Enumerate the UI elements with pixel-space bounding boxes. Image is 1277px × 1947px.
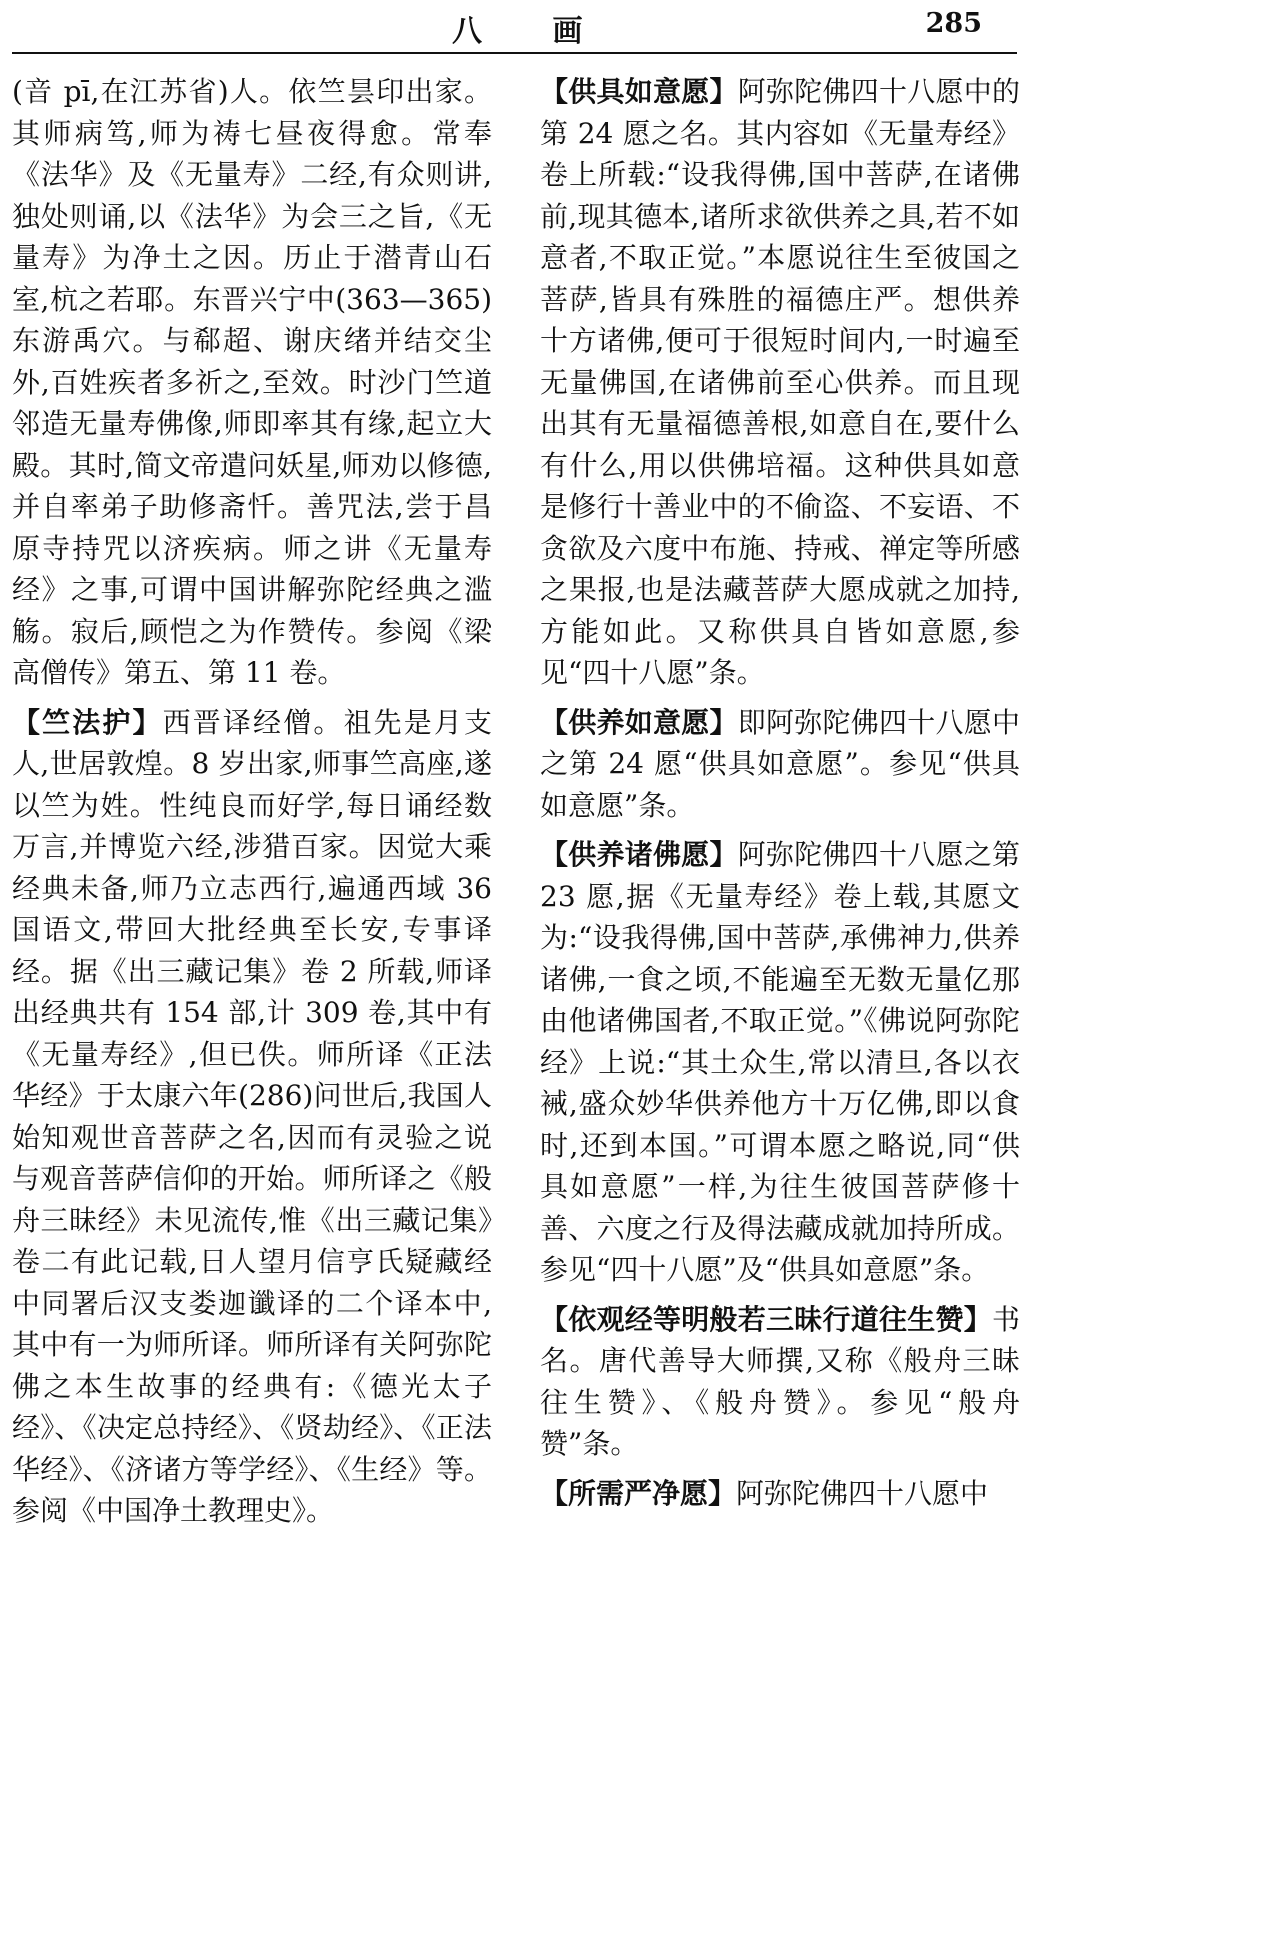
entry-headword: 供养诸佛愿	[568, 838, 710, 871]
header-rule	[12, 52, 1017, 54]
bracket-open: 【	[12, 705, 43, 739]
section-title: 八 画	[452, 14, 613, 49]
bracket-close: 】	[963, 1302, 992, 1336]
dictionary-entry	[540, 702, 1020, 827]
entry-text: 阿弥陀佛四十八愿中	[736, 1476, 989, 1510]
entry-text: 书名。唐代善导大师撰,又称《般舟三昧往生赞》、《般舟赞》。参见“般舟赞”条。	[540, 1302, 1020, 1460]
bracket-open: 【	[540, 1476, 569, 1510]
page-number: 285	[925, 8, 982, 39]
bracket-open: 【	[540, 838, 569, 871]
bracket-close: 】	[709, 75, 738, 108]
bracket-close: 】	[132, 705, 163, 739]
dictionary-entry	[540, 834, 1020, 1291]
entry-headword: 依观经等明般若三昧行道往生赞	[568, 1302, 964, 1336]
dictionary-entry	[12, 702, 492, 1532]
right-column	[540, 71, 1020, 1522]
bracket-open: 【	[540, 705, 569, 739]
entry-text: 阿弥陀佛四十八愿之第 23 愿,据《无量寿经》卷上载,其愿文为:“设我得佛,国中菩萨,承佛神力,供养诸佛,一食之顷,不能遍至无数无量亿那由他诸佛国者,不取正觉。”《佛说阿弥陀经》上说:“其土众生,常以清旦,各以衣裓,盛众妙华供养他方十万亿佛,即以食时,还到本国。”可谓本愿之略说,同“供具如意愿”一样,为往生彼国菩萨修十善、六度之行及得法藏成就加持所成。参见“四十八愿”及“供具如意愿”条。	[540, 838, 1020, 1286]
bracket-open: 【	[540, 1302, 569, 1336]
entry-headword: 竺法护	[42, 705, 133, 739]
entry-text: 即阿弥陀佛四十八愿中之第 24 愿“供具如意愿”。参见“供具如意愿”条。	[540, 705, 1020, 822]
entry-headword: 供具如意愿	[568, 75, 710, 108]
bracket-open: 【	[540, 75, 569, 108]
bracket-close: 】	[709, 705, 738, 739]
dictionary-entry	[540, 71, 1020, 694]
continuation-paragraph: (音 pī,在江苏省)人。依竺昙印出家。其师病笃,师为祷七昼夜得愈。常奉《法华》及《无量寿》二经,有众则讲,独处则诵,以《法华》为会三之旨,《无量寿》为净土之因。历止于潜青山石室,杭之若耶。东晋兴宁中(363—365)东游禹穴。与郗超、谢庆绪并结交尘外,百姓疾者多祈之,至效。时沙门竺道邻造无量寿佛像,师即率其有缘,起立大殿。其时,简文帝遣问妖星,师劝以修德,并自率弟子助修斋忏。善咒法,尝于昌原寺持咒以济疾病。师之讲《无量寿经》之事,可谓中国讲解弥陀经典之滥觞。寂后,顾恺之为作赞传。参阅《梁高僧传》第五、第 11 卷。	[12, 75, 492, 689]
entry-headword: 供养如意愿	[568, 705, 710, 739]
dictionary-entry	[540, 1299, 1020, 1465]
left-column	[12, 71, 492, 1540]
dictionary-entry	[540, 1473, 1020, 1515]
entry-text: 西晋译经僧。祖先是月支人,世居敦煌。8 岁出家,师事竺高座,遂以竺为姓。性纯良而好学,每日诵经数万言,并博览六经,涉猎百家。因觉大乘经典未备,师乃立志西行,遍通西域 36 国语文,带回大批经典至长安,专事译经。据《出三藏记集》卷 2 所载,师译出经典共有 154 部,计 309 卷,其中有《无量寿经》,但已佚。师所译《正法华经》于太康六年(286)问世后,我国人始知观世音菩萨之名,因而有灵验之说与观音菩萨信仰的开始。师所译之《般舟三昧经》未见流传,惟《出三藏记集》卷二有此记载,日人望月信亨氏疑藏经中同署后汉支娄迦谶译的二个译本中,其中有一为师所译。师所译有关阿弥陀佛之本生故事的经典有:《德光太子经》、《决定总持经》、《贤劫经》、《正法华经》、《济诸方等学经》、《生经》等。参阅《中国净土教理史》。	[12, 705, 492, 1527]
entry-text: 阿弥陀佛四十八愿中的第 24 愿之名。其内容如《无量寿经》卷上所载:“设我得佛,国中菩萨,在诸佛前,现其德本,诸所求欲供养之具,若不如意者,不取正觉。”本愿说往生至彼国之菩萨,皆具有殊胜的福德庄严。想供养十方诸佛,便可于很短时间内,一时遍至无量佛国,在诸佛前至心供养。而且现出其有无量福德善根,如意自在,要什么有什么,用以供佛培福。这种供具如意是修行十善业中的不偷盗、不妄语、不贪欲及六度中布施、持戒、禅定等所感之果报,也是法藏菩萨大愿成就之加持,方能如此。又称供具自皆如意愿,参见“四十八愿”条。	[540, 75, 1020, 689]
bracket-close: 】	[708, 1476, 737, 1510]
bracket-close: 】	[709, 838, 738, 871]
entry-headword: 所需严净愿	[568, 1476, 709, 1510]
page-header	[12, 0, 1012, 48]
